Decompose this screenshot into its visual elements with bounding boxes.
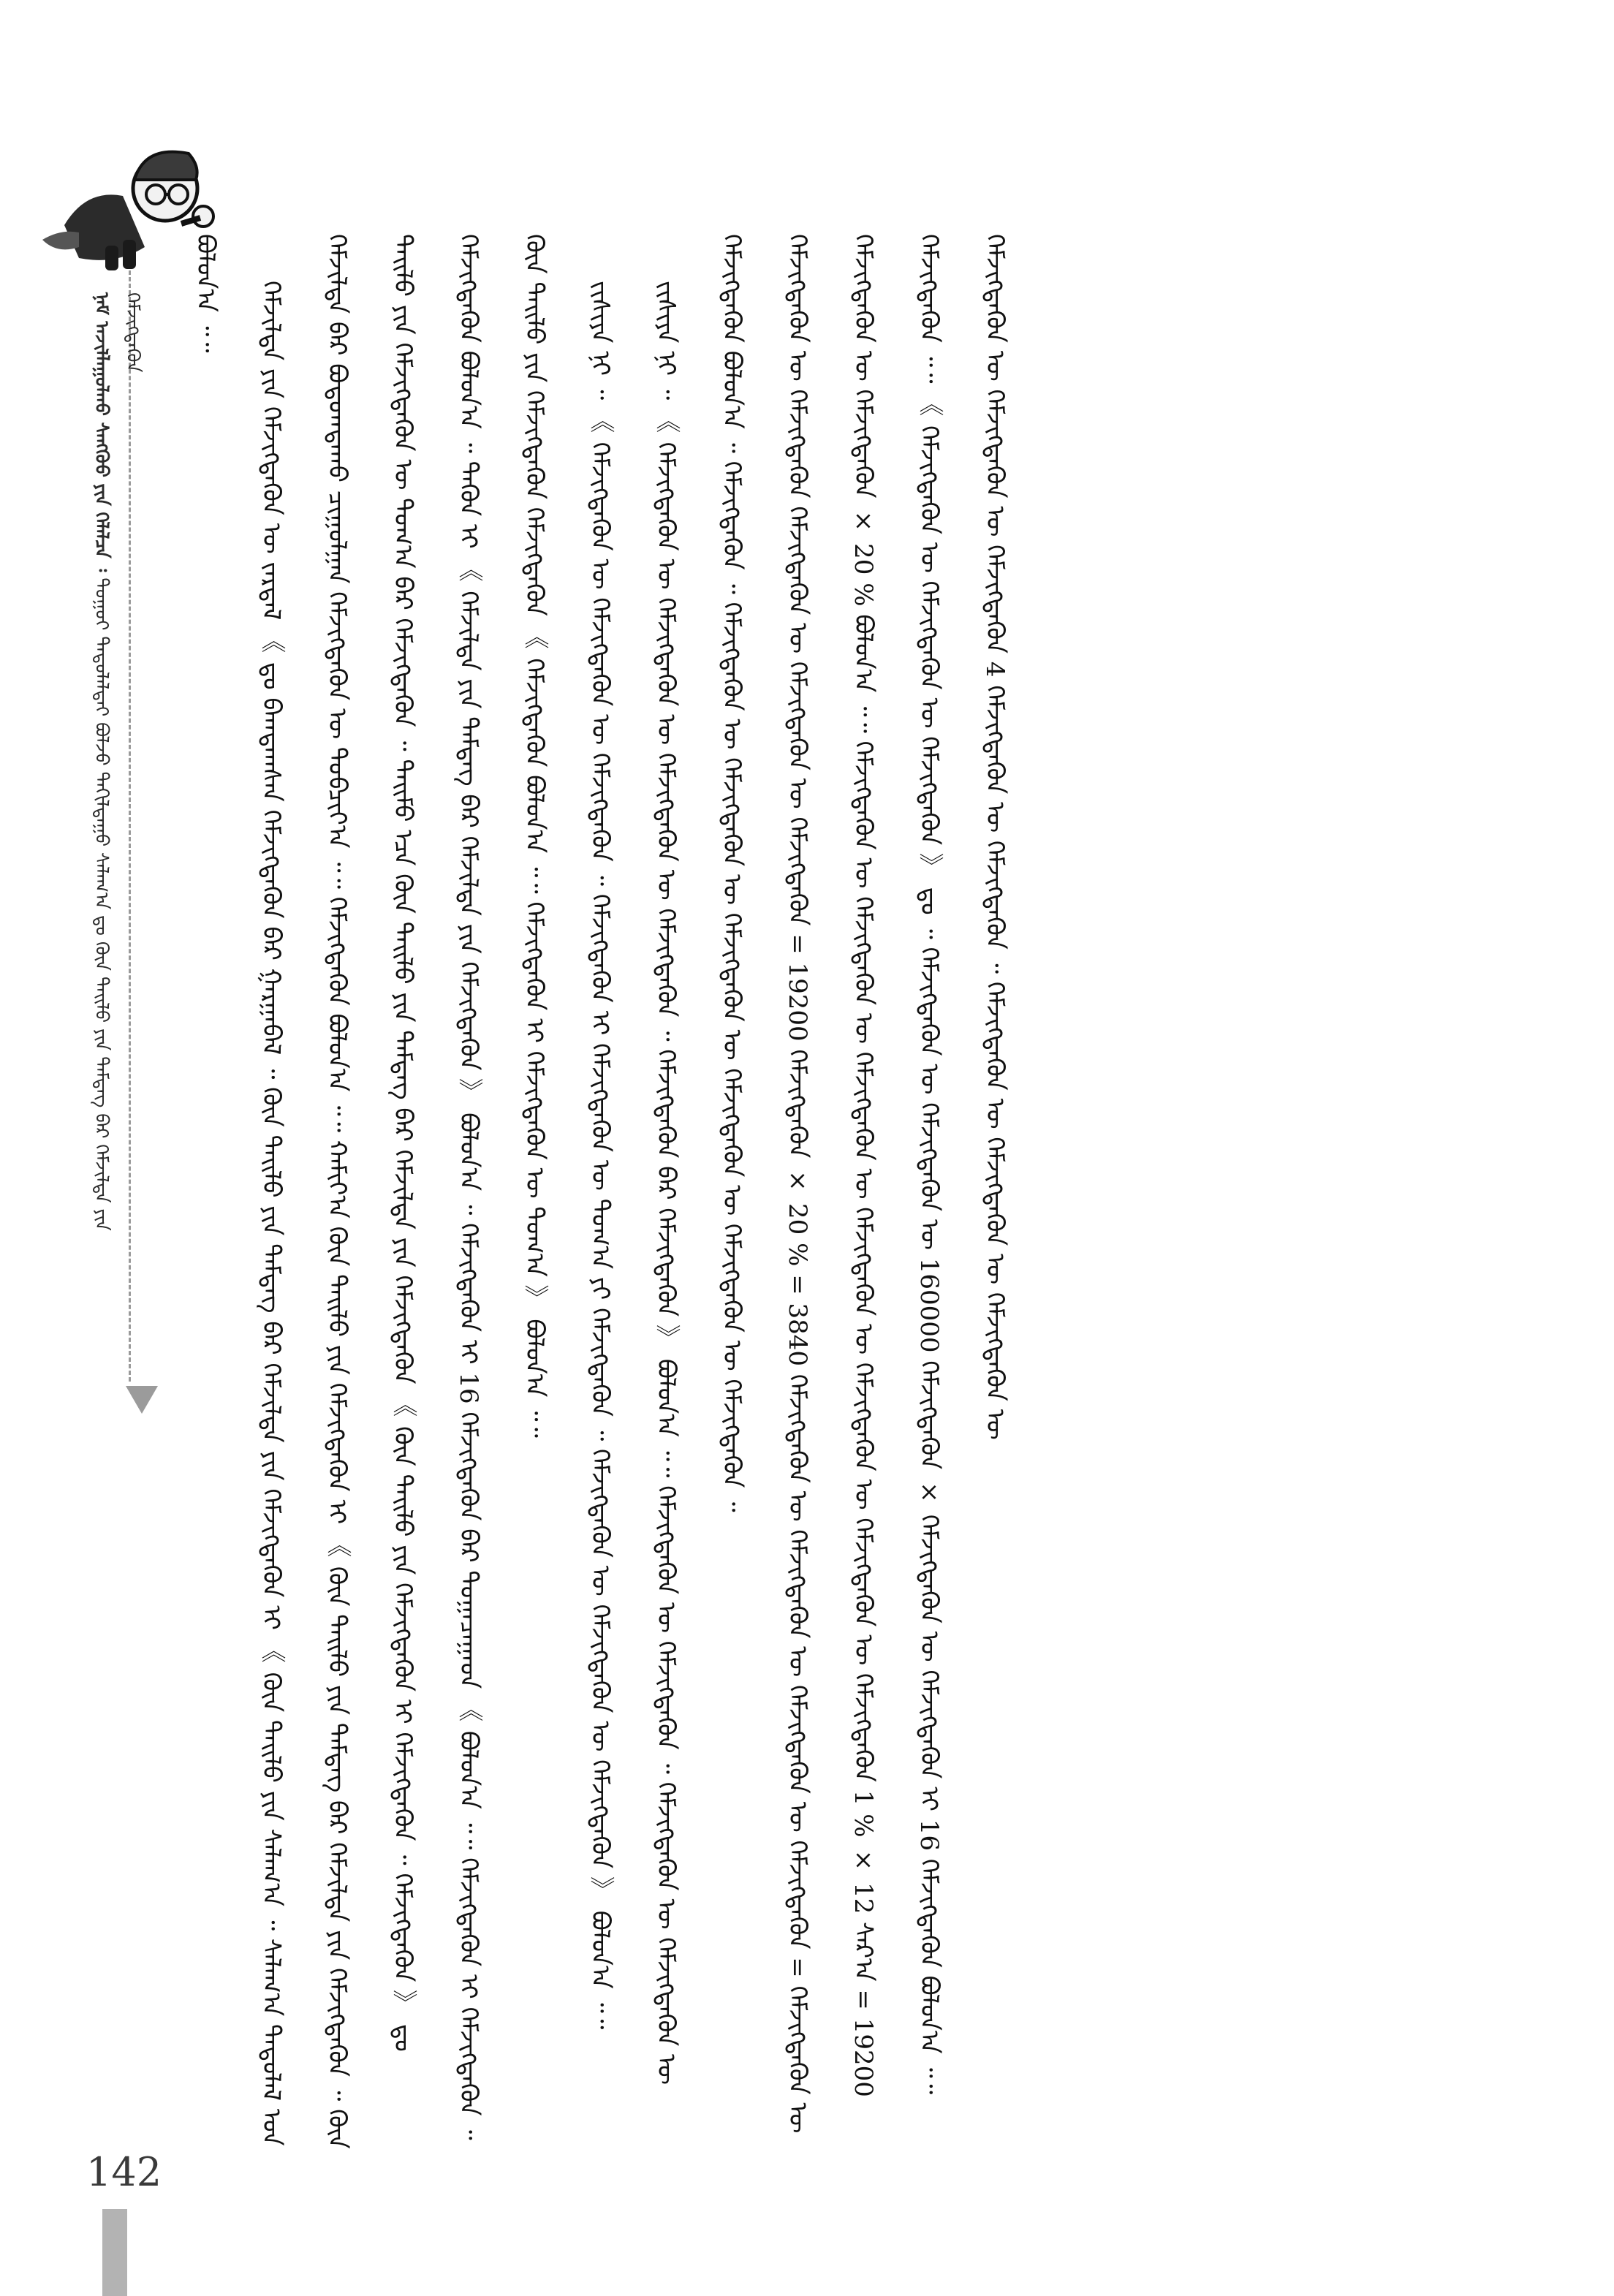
paragraph: ᠵᠢᠱᠢᠶᠡ ᠨᠢ ᠃ 《 ᠬᠡᠮᠵᠢᠭᠳᠡᠬᠦᠨ ᠦ ᠬᠡᠮᠵᠢᠭᠳᠡᠬᠦᠨ ᠦ ᠬᠡᠮᠵᠢᠭᠳᠡᠬᠦᠨ ᠦ ᠬᠡᠮᠵᠢᠭᠳᠡᠬᠦᠨ ᠃ ᠬᠡᠮᠵᠢᠭᠳᠡᠬᠦᠨ ᠪᠡᠷ ᠬᠡᠮᠵᠢᠭᠳᠡᠬᠦᠨ 》 ᠪᠣᠯᠤᠨ᠎ᠠ ᠃᠃ ᠬᠡᠮᠵᠢᠭᠳᠡᠬᠦᠨ ᠦ ᠬᠡᠮᠵᠢᠭᠳᠡᠬᠦᠨ ᠃ ᠬᠡᠮᠵᠢᠭᠳᠡᠬᠦᠨ ᠦ ᠬᠡᠮᠵᠢᠭᠳᠡᠬᠦᠨ ᠦ ᠬᠡᠮᠵᠢᠭᠳᠡᠬᠦᠨ ᠪᠣᠯᠤᠨ᠎ᠠ ᠃ ᠬᠡᠮᠵᠢᠭᠳᠡᠬᠦᠨ ᠃ ᠬᠡᠮᠵᠢᠭᠳᠡᠬᠦᠨ ᠦ ᠬᠡᠮᠵᠢᠭᠳᠡᠬᠦᠨ ᠦ ᠬᠡᠮᠵᠢᠭᠳᠡᠬᠦᠨ ᠦ ᠬᠡᠮᠵᠢᠭᠳᠡᠬᠦᠨ ᠦ ᠬᠡᠮᠵᠢᠭᠳᠡᠬᠦᠨ ᠦ ᠬᠡᠮᠵᠢᠭᠳᠡᠬᠦᠨ ᠃ xyxy=(651,234,746,2085)
paragraph: ᠪᠣᠯᠤᠨ᠎ᠠ ᠃᠃ xyxy=(191,234,220,353)
running-header-lead: ᠨᠠᠮ ᠠᠵᠢᠯᠯᠠᠭᠤᠯᠬᠤ ᠰᠠᠩᠬᠦᠦ ᠶᠢᠨ ᠬᠡᠯᠡᠯᠴᠡ ᠄ xyxy=(91,292,113,572)
edge-thumb-tab xyxy=(102,2209,127,2296)
running-header-rest: ᠳᠤᠭᠤᠢ ᠲᠠᠳᠤᠯᠠᠯᠲᠠᠢ ᠪᠣᠯᠵᠤ ᠲᠠᠬᠢᠯᠳᠠᠭᠤ ᠰᠠᠯᠠᠭ᠎ᠠ ᠳᠤ ᠬᠥᠨ ᠲᠠᠢᠯᠤ ᠶᠢᠨ ᠲᠡᠮᠳᠡᠭ ᠪᠠᠷ ᠬᠡᠮᠵᠢᠯᠲᠡ ᠶᠢᠨ ᠬᠡᠮᠵᠢᠭᠳᠡᠬᠦᠨ xyxy=(91,292,144,1231)
page-number: 142 xyxy=(86,2149,162,2195)
triangle-marker-icon xyxy=(126,1386,158,1414)
running-header xyxy=(86,292,144,1287)
paragraph: ᠵᠢᠱᠢᠶᠡ ᠨᠢ ᠃ 《 ᠬᠡᠮᠵᠢᠭᠳᠡᠬᠦᠨ ᠦ ᠬᠡᠮᠵᠢᠭᠳᠡᠬᠦᠨ ᠦ ᠬᠡᠮᠵᠢᠭᠳᠡᠬᠦᠨ ᠃ ᠬᠡᠮᠵᠢᠭᠳᠡᠬᠦᠨ ᠢ ᠬᠡᠮᠵᠢᠭᠳᠡᠬᠦᠨ ᠦ ᠲᠣᠭ᠎ᠠ ᠶᠢ ᠬᠡᠮᠵᠢᠭᠳᠡᠬᠦᠨ ᠃ ᠬᠡᠮᠵᠢᠭᠳᠡᠬᠦᠨ ᠦ ᠬᠡᠮᠵᠢᠭᠳᠡᠬᠦᠨ ᠦ ᠬᠡᠮᠵᠢᠭᠳᠡᠬᠦᠨ 》 ᠪᠣᠯᠤᠨ᠎ᠠ ᠃᠃ xyxy=(586,281,615,2030)
body-text xyxy=(173,234,1409,2149)
paragraph: ᠬᠡᠮᠵᠢᠭᠳᠡᠬᠦᠨ ᠦ ᠬᠡᠮᠵᠢᠭᠳᠡᠬᠦᠨ ᠬᠡᠮᠵᠢᠭᠳᠡᠬᠦᠨ ᠦ ᠬᠡᠮᠵᠢᠭᠳᠡᠬᠦᠨ ᠦ ᠬᠡᠮᠵᠢᠭᠳᠡᠬᠦᠨ = 19200 ᠬᠡᠮᠵᠢᠭᠳᠡᠬᠦᠨ × 20 % = 3840 ᠬᠡᠮᠵᠢᠭᠳᠡᠬᠦᠨ ᠦ ᠬᠡᠮᠵᠢᠭᠳᠡᠬᠦᠨ ᠦ ᠬᠡᠮᠵᠢᠭᠳᠡᠬᠦᠨ ᠦ ᠬᠡᠮᠵᠢᠭᠳᠡᠬᠦᠨ = ᠬᠡᠮᠵᠢᠭᠳᠡᠬᠦᠨ ᠦ ᠬᠡᠮᠵᠢᠭᠳᠡᠬᠦᠨ ᠦ ᠬᠡᠮᠵᠢᠭᠳᠡᠬᠦᠨ × 20 % ᠪᠣᠯᠤᠨ᠎ᠠ ᠃᠃ ᠬᠡᠮᠵᠢᠭᠳᠡᠬᠦᠨ ᠦ ᠬᠡᠮᠵᠢᠭᠳᠡᠬᠦᠨ ᠦ ᠬᠡᠮᠵᠢᠭᠳᠡᠬᠦᠨ ᠦ ᠬᠡᠮᠵᠢᠭᠳᠡᠬᠦᠨ ᠦ ᠬᠡᠮᠵᠢᠭᠳᠡᠬᠦᠨ ᠦ ᠬᠡᠮᠵᠢᠭᠳᠡᠬᠦᠨ ᠦ ᠬᠡᠮᠵᠢᠭᠳᠡᠬᠦᠨ 1 % × 12 ᠰᠠᠷ᠎ᠠ = 19200 ᠬᠡᠮᠵᠢᠭᠳᠡᠬᠦᠨ ᠃᠃ 《 ᠬᠡᠮᠵᠢᠭᠳᠡᠬᠦᠨ ᠦ ᠬᠡᠮᠵᠢᠭᠳᠡᠬᠦᠨ ᠦ ᠬᠡᠮᠵᠢᠭᠳᠡᠬᠦᠨ 》 ᠳᠤ ᠃ ᠬᠡᠮᠵᠢᠭᠳᠡᠬᠦᠨ ᠦ ᠬᠡᠮᠵᠢᠭᠳᠡᠬᠦᠨ ᠦ 160000 ᠬᠡᠮᠵᠢᠭᠳᠡᠬᠦᠨ × ᠬᠡᠮᠵᠢᠭᠳᠡᠬᠦᠨ ᠦ ᠬᠡᠮᠵᠢᠭᠳᠡᠬᠦᠨ ᠢ 16 ᠬᠡᠮᠵᠢᠭᠳᠡᠬᠦᠨ ᠪᠣᠯᠤᠨ᠎ᠠ ᠃᠃ ᠬᠡᠮᠵᠢᠭᠳᠡᠬᠦᠨ ᠦ ᠬᠡᠮᠵᠢᠭᠳᠡᠬᠦᠨ ᠦ ᠬᠡᠮᠵᠢᠭᠳᠡᠬᠦᠨ 4 ᠬᠡᠮᠵᠢᠭᠳᠡᠬᠦᠨ ᠦ ᠬᠡᠮᠵᠢᠭᠳᠡᠬᠦᠨ ᠃ ᠬᠡᠮᠵᠢᠭᠳᠡᠬᠦᠨ ᠦ ᠬᠡᠮᠵᠢᠭᠳᠡᠬᠦᠨ ᠦ ᠬᠡᠮᠵᠢᠭᠳᠡᠬᠦᠨ ᠦ xyxy=(783,234,1009,2134)
paragraph: ᠬᠡᠮᠵᠢᠯᠲᠡ ᠶᠢᠨ ᠬᠡᠮᠵᠢᠭᠳᠡᠬᠦᠨ ᠦ ᠵᠠᠷᠳᠠᠯ 《 ᠳᠤ ᠪᠠᠭᠲᠠᠭᠰᠠᠨ ᠬᠡᠮᠵᠢᠭᠳᠡᠬᠦᠨ ᠪᠠᠷ ᠭᠠᠷᠭᠠᠪᠠᠯ ᠃ ᠬᠥᠨ ᠲᠠᠢᠯᠤ ᠶᠢᠨ ᠲᠡᠮᠳᠡᠭ ᠪᠠᠷ ᠬᠡᠮᠵᠢᠯᠲᠡ ᠶᠢᠨ ᠬᠡᠮᠵᠢᠭᠳᠡᠬᠦᠨ ᠢ 《 ᠬᠥᠨ ᠲᠠᠢᠯᠤ ᠶᠢᠨ ᠰᠠᠯᠠᠭ᠎ᠠ ᠃ ᠰᠠᠯᠠᠭ᠎ᠠ ᠲᠠᠳᠤᠯᠠᠯ ᠤᠨ ᠬᠡᠮᠵᠢᠯᠲᠡ ᠪᠡᠷ ᠪᠣᠳᠤᠭᠳᠠᠬᠤ ᠴᠢᠭᠤᠯᠭᠠᠨ ᠬᠡᠮᠵᠢᠭᠳᠡᠬᠦᠨ ᠦ ᠲᠣᠪᠴᠢᠶ᠎ᠠ ᠃᠃ ᠬᠡᠮᠵᠢᠭᠳᠡᠬᠦᠨ ᠪᠣᠯᠤᠨ᠎ᠠ ᠃᠃ ᠬᠠᠮᠢᠶ᠎ᠠ ᠬᠥᠨ ᠲᠠᠢᠯᠤ ᠶᠢᠨ ᠬᠡᠮᠵᠢᠭᠳᠡᠬᠦᠨ ᠢ 《 ᠬᠥᠨ ᠲᠠᠢᠯᠤ ᠶᠢᠨ ᠲᠡᠮᠳᠡᠭ ᠪᠠᠷ ᠬᠡᠮᠵᠢᠯᠲᠡ ᠶᠢᠨ ᠬᠡᠮᠵᠢᠭᠳᠡᠬᠦᠨ ᠃ ᠬᠥᠨ ᠲᠠᠢᠯᠤ ᠶᠢᠨ ᠬᠡᠮᠵᠢᠭᠳᠡᠬᠦᠨ ᠦ ᠲᠣᠭ᠎ᠠ ᠪᠠᠷ ᠬᠡᠮᠵᠢᠭᠳᠡᠬᠦᠨ ᠃ ᠲᠡᠢᠮᠦ ᠡᠴᠡ ᠬᠥᠨ ᠲᠠᠢᠯᠤ ᠶᠢᠨ ᠲᠡᠮᠳᠡᠭ ᠪᠠᠷ ᠬᠡᠮᠵᠢᠯᠲᠡ ᠶᠢᠨ ᠬᠡᠮᠵᠢᠭᠳᠡᠬᠦᠨ 《 ᠬᠥᠨ ᠲᠠᠢᠯᠤ ᠶᠢᠨ ᠬᠡᠮᠵᠢᠭᠳᠡᠬᠦᠨ ᠢ ᠬᠡᠮᠵᠢᠭᠳᠡᠬᠦᠨ ᠃ ᠬᠡᠮᠵᠢᠭᠳᠡᠬᠦᠨ 》 ᠳᠤ ᠬᠡᠮᠵᠢᠭᠳᠡᠬᠦᠨ ᠪᠣᠯᠤᠨ᠎ᠠ ᠃ ᠲᠡᠭᠦᠨ ᠢ 《 ᠬᠡᠮᠵᠢᠯᠲᠡ ᠶᠢᠨ ᠲᠡᠮᠳᠡᠭ ᠪᠠᠷ ᠬᠡᠮᠵᠢᠯᠲᠡ ᠶᠢᠨ ᠬᠡᠮᠵᠢᠭᠳᠡᠬᠦᠨ 》 ᠪᠣᠯᠤᠨ᠎ᠠ ᠃ ᠬᠡᠮᠵᠢᠭᠳᠡᠬᠦᠨ ᠢ 16 ᠬᠡᠮᠵᠢᠭᠳᠡᠬᠦᠨ ᠪᠡᠷ ᠲᠣᠭᠠᠴᠠᠭᠠᠳ 《 ᠪᠣᠯᠤᠨ᠎ᠠ ᠃᠃ ᠬᠡᠮᠵᠢᠭᠳᠡᠬᠦᠨ ᠢ ᠬᠡᠮᠵᠢᠭᠳᠡᠬᠦᠨ ᠃ ᠬᠥᠨ ᠲᠠᠢᠯᠤ ᠶᠢᠨ ᠬᠡᠮᠵᠢᠭᠳᠡᠬᠦᠨ ᠬᠡᠮᠵᠢᠭᠳᠡᠬᠦᠨ 《 ᠬᠡᠮᠵᠢᠭᠳᠡᠬᠦᠨ ᠪᠣᠯᠤᠨ᠎ᠠ ᠃᠃ ᠬᠡᠮᠵᠢᠭᠳᠡᠬᠦᠨ ᠢ ᠬᠡᠮᠵᠢᠭᠳᠡᠬᠦᠨ ᠦ ᠲᠣᠭ᠎ᠠ 》 ᠪᠣᠯᠤᠨ᠎ᠠ ᠃᠃ xyxy=(257,234,549,2149)
margin-dashed-rule xyxy=(129,270,131,1382)
